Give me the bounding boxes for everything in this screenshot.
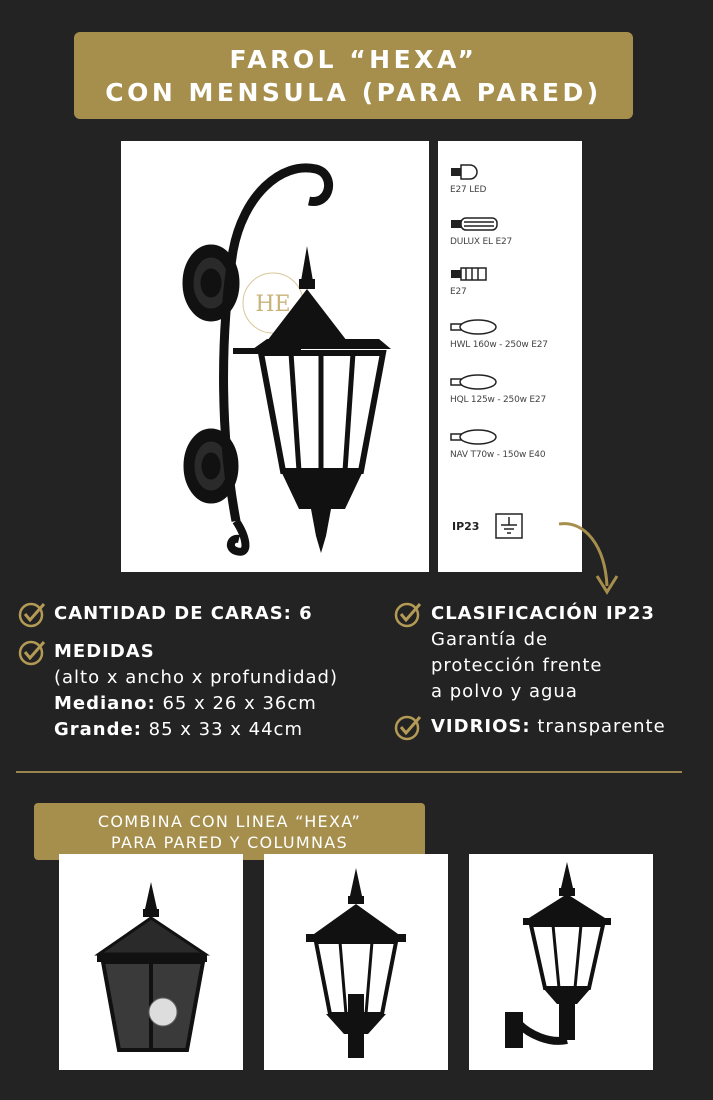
watermark-monogram: HE xyxy=(255,292,291,317)
vidrios-value: transparente xyxy=(537,716,666,737)
bulb-label: HWL 160w - 250w E27 xyxy=(450,340,548,350)
combina-line-1: COMBINA CON LINEA “HEXA” xyxy=(97,811,362,831)
ground-symbol-icon xyxy=(495,513,523,539)
grande-value: 85 x 33 x 44cm xyxy=(148,719,303,740)
section-divider xyxy=(16,771,682,773)
check-circle-icon xyxy=(394,600,422,628)
spec-vidrios xyxy=(431,714,666,740)
product-image-wall-lantern xyxy=(121,141,429,572)
title-line-2: CON MENSULA (PARA PARED) xyxy=(105,77,602,107)
bulb-item xyxy=(450,373,582,405)
bulb-item xyxy=(450,265,582,297)
spec-caras: CANTIDAD DE CARAS: 6 xyxy=(54,603,313,624)
product-thumbnail-post-lantern[interactable] xyxy=(264,854,448,1070)
mediano-label: Mediano: xyxy=(54,693,156,714)
mediano-value: 65 x 26 x 36cm xyxy=(162,693,317,714)
spec-clasificacion-line3: a polvo y agua xyxy=(431,681,578,702)
spec-medidas-title: MEDIDAS xyxy=(54,641,155,662)
combina-line-2: PARA PARED Y COLUMNAS xyxy=(111,832,348,852)
bulb-label: E27 LED xyxy=(450,185,487,195)
spec-clasificacion-line2: protección frente xyxy=(431,655,603,676)
check-circle-icon xyxy=(18,638,46,666)
curved-arrow-icon xyxy=(555,516,625,598)
hid-bulb-icon xyxy=(450,318,498,336)
bulb-label: E27 xyxy=(450,287,467,297)
spiral-bulb-icon xyxy=(450,265,490,283)
hid-bulb-icon xyxy=(450,428,498,446)
title-line-1: FAROL “HEXA” xyxy=(229,44,478,74)
bulb-item xyxy=(450,215,582,247)
combina-banner xyxy=(34,803,425,860)
spec-medidas-mediano xyxy=(54,691,317,717)
spec-clasificacion-line1: Garantía de xyxy=(431,629,549,650)
ip-rating-label: IP23 xyxy=(452,519,480,533)
cfl-bulb-icon xyxy=(450,215,500,233)
spec-medidas-subtitle: (alto x ancho x profundidad) xyxy=(54,667,338,688)
bulb-label: HQL 125w - 250w E27 xyxy=(450,395,546,405)
bulb-item xyxy=(450,163,582,195)
product-thumbnail-half-lantern[interactable] xyxy=(59,854,243,1070)
bulb-item xyxy=(450,318,582,350)
bulb-item xyxy=(450,428,582,460)
bulb-label: DULUX EL E27 xyxy=(450,237,512,247)
product-thumbnail-wall-arm-lantern[interactable] xyxy=(469,854,653,1070)
check-circle-icon xyxy=(18,600,46,628)
hid-bulb-icon xyxy=(450,373,498,391)
led-bulb-icon xyxy=(450,163,486,181)
spec-medidas-grande xyxy=(54,717,303,743)
bulb-compatibility-panel xyxy=(438,141,582,572)
bulb-label: NAV T70w - 150w E40 xyxy=(450,450,546,460)
title-banner xyxy=(74,32,633,119)
check-circle-icon xyxy=(394,713,422,741)
spec-clasificacion-title: CLASIFICACIÓN IP23 xyxy=(431,603,655,624)
grande-label: Grande: xyxy=(54,719,142,740)
ip-rating-row xyxy=(452,513,523,539)
vidrios-label: VIDRIOS: xyxy=(431,716,531,737)
